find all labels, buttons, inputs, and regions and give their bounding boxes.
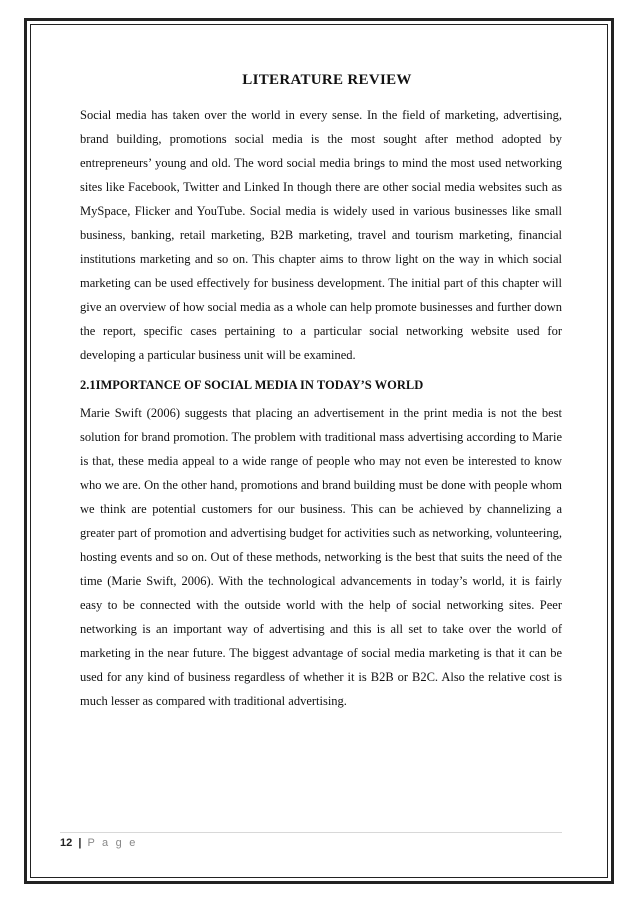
- section-paragraph: Marie Swift (2006) suggests that placing an advertisement in the print media is not the best solution for brand promotion. The problem with traditional mass advertising according to Marie is that, these media appeal to a wide range of people who may not even be interested to know who we are. On the other hand, promotions and brand building must be done with people whom we think are potential customers for our business. This can be achieved by channelizing a greater part of promotion and advertising budget for activities such as networking, volunteering, hosting events and so on. Out of these methods, networking is the best that suits the need of the time (Marie Swift, 2006). With the technological advancements in today’s world, it is fairly easy to be connected with the outside world with the help of social networking sites. Peer networking is an important way of advertising and this is all set to take over the world of marketing in the near future. The biggest advantage of social media marketing is that it can be used for any kind of business regardless of whether it is B2B or B2C. Also the relative cost is much lesser as compared with traditional advertising.: [80, 406, 562, 708]
- section-heading: 2.1IMPORTANCE OF SOCIAL MEDIA IN TODAY’S WORLD: [80, 378, 424, 392]
- page-label: P a g e: [87, 837, 138, 849]
- page-number: 12: [60, 837, 73, 849]
- page-title: LITERATURE REVIEW: [242, 72, 412, 88]
- page-footer: [60, 837, 138, 849]
- footer-separator: |: [78, 837, 82, 849]
- footer-divider: [60, 832, 562, 833]
- intro-paragraph: Social media has taken over the world in every sense. In the field of marketing, advertising, brand building, promotions social media is the most sought after method adopted by entrepreneurs’ young and old. The word social media brings to mind the most used networking sites like Facebook, Twitter and Linked In though there are other social media websites such as MySpace, Flicker and YouTube. Social media is widely used in various businesses like small business, banking, retail marketing, B2B marketing, travel and tourism marketing, financial institutions marketing and so on. This chapter aims to throw light on the way in which social marketing can be used effectively for business development. The initial part of this chapter will give an overview of how social media as a whole can help promote businesses and further down the report, specific cases pertaining to a particular social networking website used for developing a particular business unit will be examined.: [80, 108, 562, 362]
- document-body: [80, 72, 562, 713]
